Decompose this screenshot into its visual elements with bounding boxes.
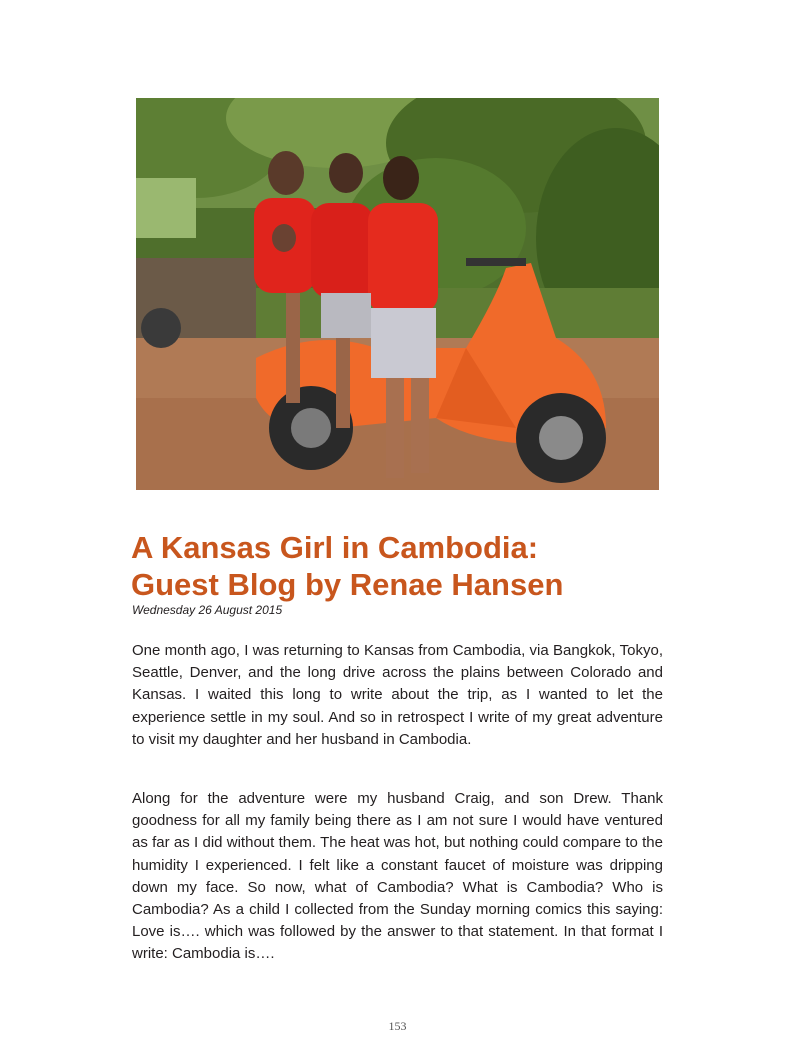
page-number: 153 — [388, 1019, 407, 1033]
article-title-line-1: A Kansas Girl in Cambodia: — [131, 530, 539, 565]
article-paragraph-2: Along for the adventure were my husband Craig, and son Drew. Thank goodness for all my family being there as I am not sure I would have ventured as far as I did without them. The heat was hot, but nothing could compare to the humidity I experienced. I felt like a constant faucet of moisture was dripping down my face. So now, what of Cambodia? What is Cambodia? Who is Cambodia? As a child I collected from the Sunday morning comics this saying: Love is…. which was followed by the answer to that statement. In that format I write: Cambodia is…. — [132, 790, 663, 963]
article-photo — [136, 98, 659, 490]
article-title — [131, 529, 691, 603]
article-date: Wednesday 26 August 2015 — [132, 603, 283, 617]
article-title-line-2: Guest Blog by Renae Hansen — [131, 567, 564, 602]
article-paragraph-1: One month ago, I was returning to Kansas from Cambodia, via Bangkok, Tokyo, Seattle, Denver, and the long drive across the plains between Colorado and Kansas. I waited this long to write about the trip, as I wanted to let the experience settle in my soul. And so in retrospect I write of my great adventure to visit my daughter and her husband in Cambodia. — [132, 642, 663, 748]
